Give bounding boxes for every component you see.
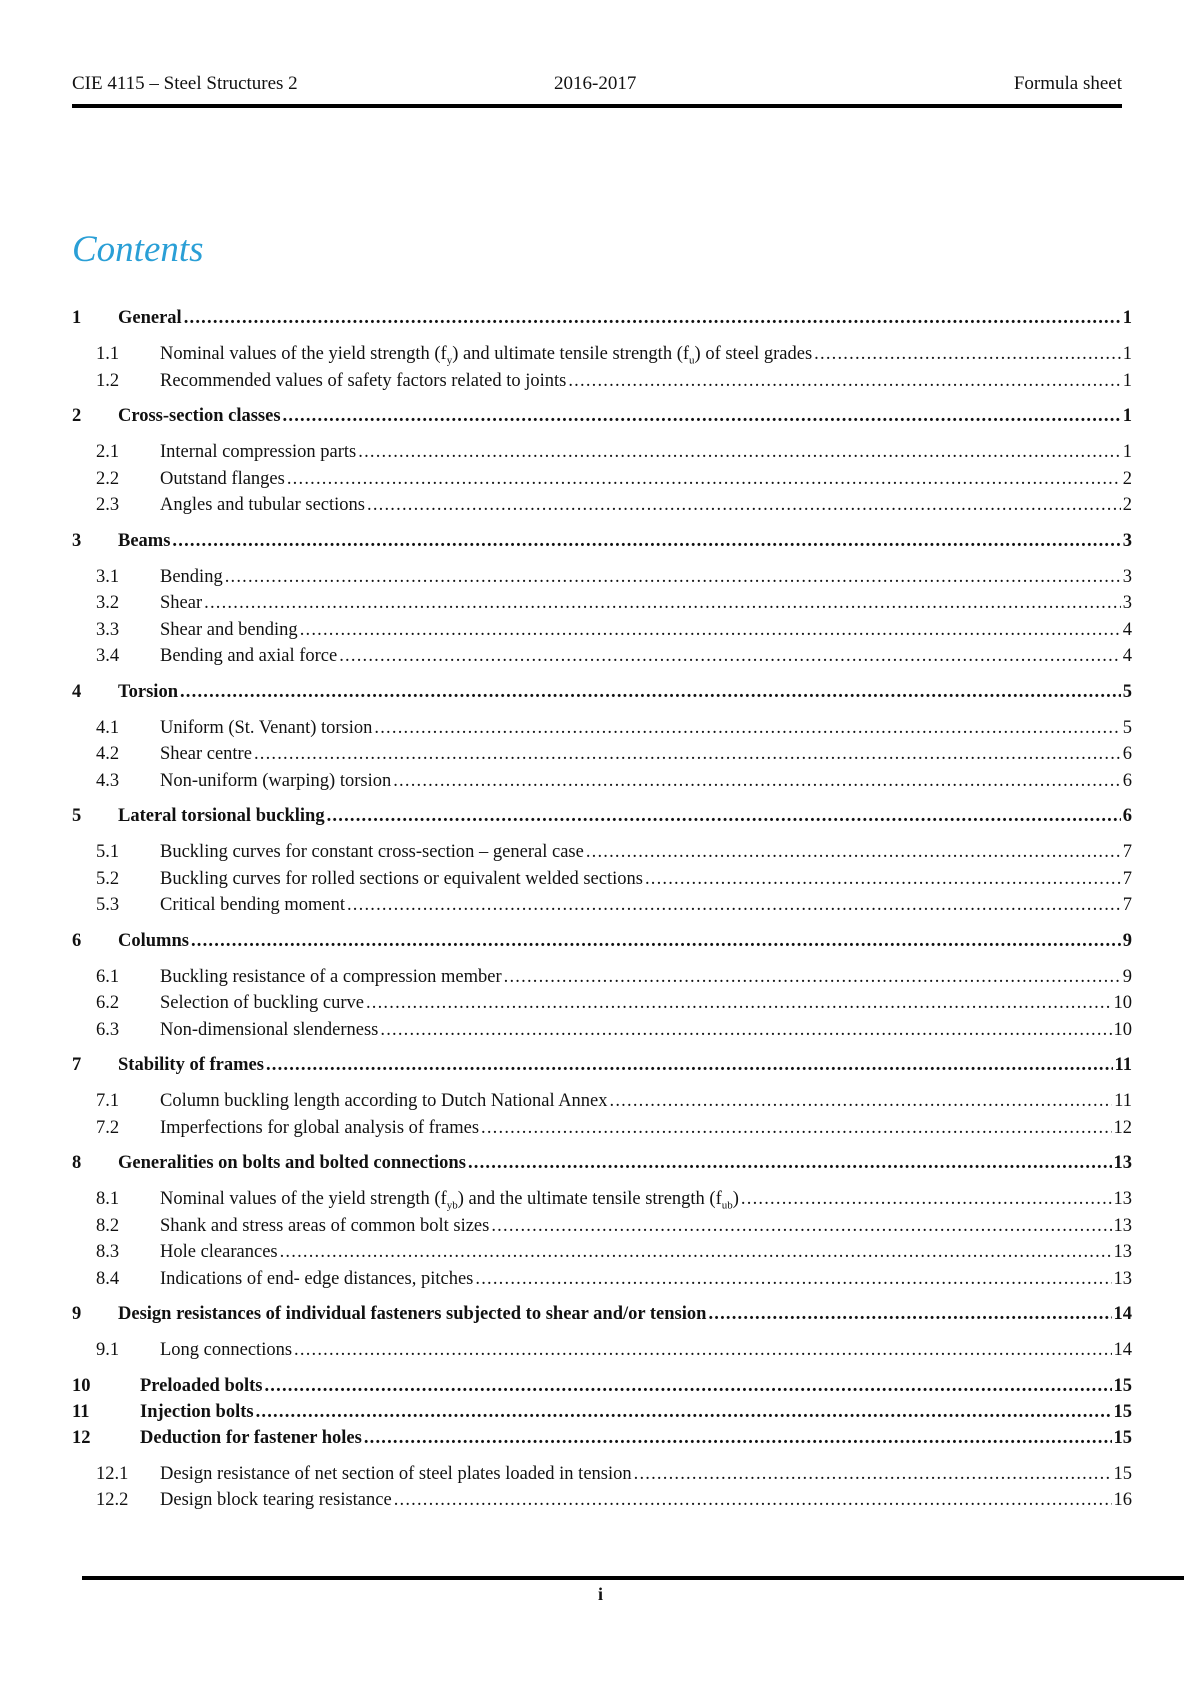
toc-entry-title: Critical bending moment [160, 895, 345, 915]
table-of-contents [72, 308, 1132, 1526]
toc-page-number: 15 [1113, 1401, 1132, 1422]
spacer [72, 1046, 1132, 1055]
dot-leader [172, 531, 1120, 552]
dot-leader [468, 1153, 1112, 1174]
toc-page-number: 1 [1122, 308, 1132, 328]
toc-page-number: 1 [1122, 442, 1132, 462]
toc-subsection-number: 5.1 [96, 842, 120, 862]
toc-subsection-number: 4.3 [96, 770, 120, 791]
toc-subsection-12-1[interactable] [72, 1464, 1132, 1491]
toc-entry-title: Indications of end- edge distances, pitches [160, 1268, 474, 1289]
toc-section-11[interactable] [72, 1402, 1132, 1428]
toc-page-number: 13 [1113, 1153, 1132, 1173]
toc-section-number: 2 [72, 406, 82, 426]
subscript: ub [721, 1199, 733, 1212]
toc-subsection-3-3[interactable] [72, 620, 1132, 647]
spacer [72, 1295, 1132, 1304]
toc-entry-title: Buckling resistance of a compression member [160, 966, 502, 987]
toc-page-number: 5 [1122, 681, 1132, 702]
toc-entry-title: Bending and axial force [160, 646, 338, 666]
header-doc-type: Formula sheet [1013, 73, 1122, 94]
toc-page-number: 14 [1113, 1340, 1132, 1360]
toc-subsection-number: 2.1 [96, 442, 120, 462]
toc-section-3[interactable] [72, 531, 1132, 557]
spacer [72, 1517, 1132, 1526]
dot-leader [568, 371, 1120, 392]
toc-subsection-number: 5.3 [96, 895, 120, 915]
dot-leader [300, 620, 1121, 641]
toc-subsection-7-2[interactable] [72, 1118, 1132, 1145]
dot-leader [380, 1020, 1111, 1041]
toc-section-number: 8 [72, 1153, 82, 1173]
toc-subsection-1-1[interactable] [72, 344, 1132, 371]
toc-entry-title: Buckling curves for rolled sections or equivalent welded sections [160, 868, 643, 889]
toc-subsection-6-1[interactable] [72, 967, 1132, 994]
toc-entry-title: Selection of buckling curve [160, 993, 364, 1013]
header-rule [72, 104, 1122, 108]
dot-leader [645, 869, 1121, 890]
dot-leader [204, 593, 1121, 614]
toc-section-number: 6 [72, 930, 82, 951]
toc-subsection-9-1[interactable] [72, 1340, 1132, 1367]
spacer [72, 673, 1132, 682]
dot-leader [504, 967, 1121, 988]
dot-leader [191, 931, 1121, 952]
toc-subsection-number: 3.3 [96, 619, 120, 640]
toc-page-number: 14 [1113, 1304, 1132, 1324]
toc-entry-title: Column buckling length according to Dutch National Annex [160, 1091, 608, 1111]
dot-leader [180, 682, 1121, 703]
toc-page-number: 7 [1122, 895, 1132, 915]
toc-subsection-8-1[interactable] [72, 1189, 1132, 1216]
toc-entry-title: Shear and bending [160, 619, 298, 640]
toc-page-number: 6 [1122, 806, 1132, 826]
title-part: ) of steel grades [694, 344, 813, 364]
toc-page-number: 4 [1122, 646, 1132, 666]
header-course: CIE 4115 – Steel Structures 2 [72, 73, 298, 94]
toc-page-number: 1 [1122, 406, 1132, 426]
toc-page-number: 6 [1122, 770, 1132, 791]
toc-entry-title [160, 344, 812, 365]
toc-page-number: 13 [1113, 1242, 1132, 1262]
toc-subsection-6-3[interactable] [72, 1020, 1132, 1047]
toc-section-number: 9 [72, 1304, 82, 1324]
dot-leader [254, 744, 1121, 765]
toc-section-number: 3 [72, 530, 82, 551]
spacer [72, 557, 1132, 567]
subscript: y [446, 354, 453, 367]
dot-leader [287, 469, 1121, 490]
toc-section-10[interactable] [72, 1376, 1132, 1402]
toc-section-number: 4 [72, 681, 82, 702]
spacer [72, 708, 1132, 718]
spacer [72, 1330, 1132, 1340]
toc-subsection-7-1[interactable] [72, 1091, 1132, 1118]
toc-subsection-4-2[interactable] [72, 744, 1132, 771]
toc-entry-title: Non-dimensional slenderness [160, 1019, 379, 1040]
toc-subsection-3-1[interactable] [72, 567, 1132, 594]
toc-page-number: 6 [1122, 744, 1132, 764]
toc-entry-title: Outstand flanges [160, 468, 285, 489]
toc-page-number: 2 [1122, 495, 1132, 515]
dot-leader [347, 895, 1121, 916]
title-part: Nominal values of the yield strength (f [160, 344, 447, 364]
dot-leader [280, 1242, 1112, 1263]
toc-page-number: 9 [1122, 930, 1132, 951]
dot-leader [264, 1376, 1111, 1397]
toc-entry-title [160, 1189, 739, 1210]
title-part: ) and the ultimate tensile strength (f [457, 1189, 722, 1209]
footer-page-number: i [598, 1584, 604, 1604]
toc-subsection-12-2[interactable] [72, 1490, 1132, 1517]
toc-section-number: 7 [72, 1055, 82, 1075]
dot-leader [367, 495, 1121, 516]
spacer [72, 1454, 1132, 1464]
toc-page-number: 15 [1113, 1427, 1132, 1448]
toc-subsection-number: 6.2 [96, 993, 120, 1013]
subscript: yb [446, 1199, 458, 1212]
subscript: u [689, 354, 695, 367]
toc-subsection-number: 8.1 [96, 1189, 120, 1209]
dot-leader [266, 1055, 1113, 1076]
toc-page-number: 7 [1122, 868, 1132, 889]
toc-subsection-4-1[interactable] [72, 718, 1132, 745]
dot-leader [610, 1091, 1113, 1112]
toc-entry-title: Columns [118, 930, 189, 951]
spacer [72, 432, 1132, 442]
toc-subsection-3-4[interactable] [72, 646, 1132, 673]
toc-subsection-2-3[interactable] [72, 495, 1132, 522]
toc-section-1[interactable] [72, 308, 1132, 334]
toc-subsection-number: 8.3 [96, 1242, 120, 1262]
toc-page-number: 10 [1113, 1019, 1132, 1040]
toc-subsection-number: 1.2 [96, 370, 120, 391]
toc-entry-title: Long connections [160, 1340, 293, 1360]
toc-subsection-number: 8.4 [96, 1268, 120, 1289]
dot-leader [475, 1269, 1111, 1290]
toc-subsection-number: 12.2 [96, 1490, 129, 1510]
toc-entry-title: Design block tearing resistance [160, 1490, 392, 1510]
dot-leader [708, 1304, 1111, 1325]
spacer [72, 397, 1132, 406]
toc-page-number: 13 [1113, 1268, 1132, 1289]
toc-subsection-number: 6.1 [96, 966, 120, 987]
toc-entry-title: Beams [118, 530, 171, 551]
toc-entry-title: Stability of frames [118, 1055, 264, 1075]
toc-section-number: 12 [72, 1427, 91, 1448]
spacer [72, 1144, 1132, 1153]
toc-subsection-8-3[interactable] [72, 1242, 1132, 1269]
toc-entry-title: Deduction for fastener holes [140, 1427, 362, 1448]
dot-leader [358, 442, 1121, 463]
toc-entry-title: Torsion [118, 681, 178, 702]
toc-subsection-6-2[interactable] [72, 993, 1132, 1020]
title-part: Nominal values of the yield strength (f [160, 1189, 447, 1209]
toc-page-number: 4 [1122, 619, 1132, 640]
toc-subsection-number: 1.1 [96, 344, 120, 364]
toc-entry-title: Angles and tubular sections [160, 495, 365, 515]
toc-entry-title: Cross-section classes [118, 406, 281, 426]
toc-entry-title: Shear centre [160, 744, 252, 764]
toc-subsection-number: 3.1 [96, 566, 120, 587]
toc-entry-title: Shear [160, 593, 203, 613]
toc-page-number: 12 [1113, 1117, 1132, 1138]
dot-leader [366, 993, 1112, 1014]
title-part: ) and ultimate tensile strength (f [452, 344, 690, 364]
toc-subsection-8-2[interactable] [72, 1216, 1132, 1243]
toc-page-number: 13 [1113, 1215, 1132, 1236]
toc-page-number: 3 [1122, 530, 1132, 551]
toc-section-12[interactable] [72, 1428, 1132, 1454]
toc-subsection-number: 7.1 [96, 1091, 120, 1111]
toc-subsection-number: 4.1 [96, 717, 120, 738]
dot-leader [634, 1464, 1112, 1485]
toc-section-5[interactable] [72, 806, 1132, 832]
toc-subsection-3-2[interactable] [72, 593, 1132, 620]
spacer [72, 522, 1132, 531]
toc-entry-title: Bending [160, 566, 223, 587]
toc-subsection-1-2[interactable] [72, 371, 1132, 398]
toc-page-number: 11 [1114, 1055, 1132, 1075]
toc-subsection-number: 3.4 [96, 646, 120, 666]
toc-entry-title: Design resistances of individual fasteners subjected to shear and/or tension [118, 1304, 707, 1324]
toc-subsection-number: 8.2 [96, 1215, 120, 1236]
toc-entry-title: Uniform (St. Venant) torsion [160, 717, 373, 738]
header-year: 2016-2017 [554, 73, 637, 94]
toc-section-6[interactable] [72, 931, 1132, 957]
toc-page-number: 13 [1113, 1189, 1132, 1209]
toc-subsection-2-2[interactable] [72, 469, 1132, 496]
spacer [72, 1179, 1132, 1189]
dot-leader [225, 567, 1121, 588]
dot-leader [393, 771, 1121, 792]
dot-leader [814, 344, 1121, 365]
spacer [72, 797, 1132, 806]
toc-subsection-8-4[interactable] [72, 1269, 1132, 1296]
toc-subsection-number: 4.2 [96, 744, 120, 764]
toc-section-2[interactable] [72, 406, 1132, 432]
toc-section-number: 5 [72, 806, 82, 826]
toc-entry-title: Design resistance of net section of steel plates loaded in tension [160, 1463, 632, 1484]
toc-page-number: 7 [1122, 842, 1132, 862]
toc-page-number: 1 [1122, 370, 1132, 391]
dot-leader [586, 842, 1121, 863]
toc-page-number: 3 [1122, 566, 1132, 587]
toc-subsection-number: 9.1 [96, 1340, 120, 1360]
toc-page-number: 5 [1122, 717, 1132, 738]
dot-leader [481, 1118, 1111, 1139]
toc-page-number: 16 [1113, 1490, 1132, 1510]
contents-heading: Contents [72, 229, 204, 270]
toc-subsection-5-1[interactable] [72, 842, 1132, 869]
toc-entry-title: Buckling curves for constant cross-section – general case [160, 842, 584, 862]
dot-leader [491, 1216, 1111, 1237]
toc-section-number: 1 [72, 308, 82, 328]
toc-page-number: 11 [1114, 1091, 1132, 1111]
toc-page-number: 9 [1122, 966, 1132, 987]
toc-subsection-number: 7.2 [96, 1117, 120, 1138]
dot-leader [283, 406, 1121, 427]
dot-leader [741, 1189, 1112, 1210]
page-header [72, 72, 1122, 96]
toc-entry-title: Lateral torsional buckling [118, 806, 325, 826]
toc-page-number: 15 [1113, 1375, 1132, 1396]
spacer [72, 832, 1132, 842]
toc-entry-title: General [118, 308, 182, 328]
footer-rule [82, 1576, 1184, 1580]
toc-subsection-2-1[interactable] [72, 442, 1132, 469]
toc-section-9[interactable] [72, 1304, 1132, 1330]
toc-section-4[interactable] [72, 682, 1132, 708]
toc-section-8[interactable] [72, 1153, 1132, 1179]
toc-section-number: 11 [72, 1401, 90, 1422]
toc-subsection-number: 12.1 [96, 1463, 129, 1484]
toc-entry-title: Hole clearances [160, 1242, 278, 1262]
spacer [72, 1367, 1132, 1376]
toc-subsection-5-2[interactable] [72, 869, 1132, 896]
dot-leader [327, 806, 1121, 827]
toc-page-number: 1 [1122, 344, 1132, 364]
toc-entry-title: Preloaded bolts [140, 1375, 263, 1396]
toc-entry-title: Recommended values of safety factors related to joints [160, 370, 567, 391]
spacer [72, 334, 1132, 344]
dot-leader [394, 1490, 1112, 1511]
toc-page-number: 15 [1113, 1463, 1132, 1484]
spacer [72, 1081, 1132, 1091]
dot-leader [364, 1428, 1112, 1449]
toc-section-number: 10 [72, 1375, 91, 1396]
toc-subsection-5-3[interactable] [72, 895, 1132, 922]
dot-leader [294, 1340, 1111, 1361]
toc-page-number: 2 [1122, 468, 1132, 489]
dot-leader [374, 718, 1120, 739]
toc-section-7[interactable] [72, 1055, 1132, 1081]
toc-entry-title: Injection bolts [140, 1401, 254, 1422]
dot-leader [184, 308, 1121, 329]
dot-leader [256, 1402, 1112, 1423]
toc-entry-title: Shank and stress areas of common bolt sizes [160, 1215, 490, 1236]
spacer [72, 957, 1132, 967]
toc-subsection-number: 6.3 [96, 1019, 120, 1040]
toc-subsection-number: 5.2 [96, 868, 120, 889]
toc-entry-title: Generalities on bolts and bolted connections [118, 1153, 466, 1173]
toc-page-number: 10 [1113, 993, 1132, 1013]
toc-page-number: 3 [1122, 593, 1132, 613]
dot-leader [339, 646, 1121, 667]
toc-entry-title: Internal compression parts [160, 442, 357, 462]
title-part: ) [732, 1189, 739, 1209]
spacer [72, 922, 1132, 931]
toc-entry-title: Non-uniform (warping) torsion [160, 770, 392, 791]
toc-subsection-number: 2.2 [96, 468, 120, 489]
toc-subsection-number: 2.3 [96, 495, 120, 515]
toc-subsection-4-3[interactable] [72, 771, 1132, 798]
toc-entry-title: Imperfections for global analysis of frames [160, 1117, 480, 1138]
toc-subsection-number: 3.2 [96, 593, 120, 613]
